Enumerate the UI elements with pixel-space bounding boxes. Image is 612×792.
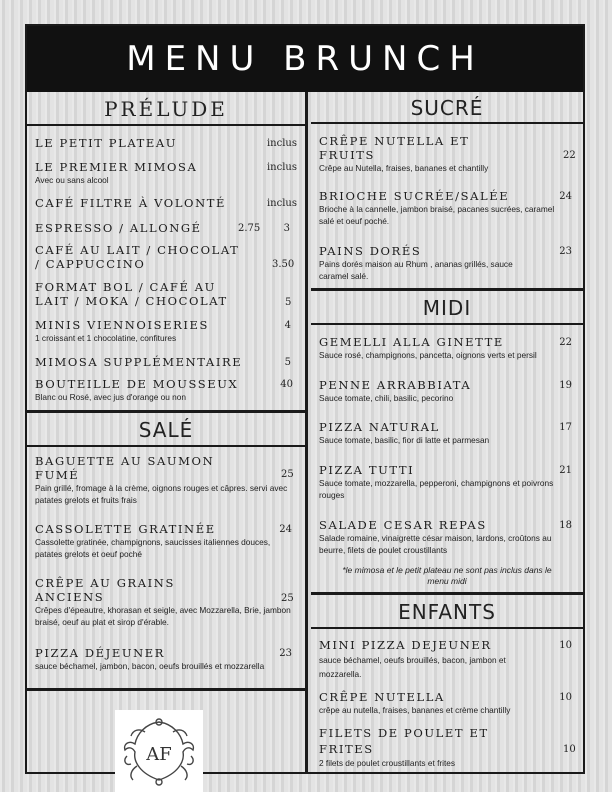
item-name: PIZZA TUTTI xyxy=(319,463,415,477)
item-price: 24 xyxy=(279,524,292,535)
menu-item xyxy=(35,243,245,271)
item-name: MINIS VIENNOISERIES xyxy=(35,318,209,332)
menu-item xyxy=(319,725,513,770)
item-price: 18 xyxy=(559,520,572,531)
menu-item xyxy=(35,196,297,210)
menu-item xyxy=(319,378,575,405)
item-price: 23 xyxy=(559,246,572,257)
item-name: PAINS DORÉS xyxy=(319,244,422,258)
item-name: BOUTEILLE DE MOUSSEUX xyxy=(35,377,239,391)
section-heading-enfants: ENFANTS xyxy=(311,595,583,629)
menu-item xyxy=(35,646,297,673)
item-description: Salade romaine, vinaigrette césar maison, lardons, croûtons au beurre, filets de poulet croustillants xyxy=(319,533,552,555)
item-description: Sauce tomate, mozzarella, pepperoni, champignons et poivrons rouges xyxy=(319,478,554,500)
item-description: sauce béchamel, jambon, bacon, oeufs brouillés et mozzarella xyxy=(35,661,265,671)
item-name: BRIOCHE SUCRÉE/SALÉE xyxy=(319,189,510,203)
item-price: 22 xyxy=(563,150,576,161)
item-price: 24 xyxy=(559,191,572,202)
ornamental-monogram-logo-icon xyxy=(115,710,203,792)
item-price: 3.50 xyxy=(272,259,295,270)
menu-item xyxy=(319,638,575,681)
item-name: SALADE CESAR REPAS xyxy=(319,518,487,532)
menu-title: MENU BRUNCH xyxy=(27,26,583,92)
menu-frame xyxy=(25,24,585,774)
item-description: Crêpe au Nutella, fraises, bananes et chantilly xyxy=(319,163,489,173)
section-heading-prelude: PRÉLUDE xyxy=(27,92,305,126)
item-name: ESPRESSO / ALLONGÉ xyxy=(35,221,202,235)
item-name: FILETS DE POULET ET FRITES xyxy=(319,726,489,756)
item-description: Avec ou sans alcool xyxy=(35,175,109,185)
item-price: 23 xyxy=(279,648,292,659)
menu-item xyxy=(319,335,575,362)
item-name: CRÊPE AU GRAINS ANCIENS xyxy=(35,576,175,604)
section-heading-sale: SALÉ xyxy=(27,413,305,447)
item-description: 1 croissant et 1 chocolatine, confitures xyxy=(35,333,177,343)
item-name: FORMAT BOL / CAFÉ AU LAIT / MOKA / CHOCOLAT xyxy=(35,280,228,308)
menu-item xyxy=(35,318,297,345)
item-name: CAFÉ FILTRE À VOLONTÉ xyxy=(35,196,227,210)
item-price: 4 xyxy=(284,320,291,331)
item-name: MINI PIZZA DEJEUNER xyxy=(319,638,492,652)
item-price: 5 xyxy=(285,297,292,308)
menu-item xyxy=(319,690,575,717)
menu-item xyxy=(319,420,575,447)
svg-text:AF: AF xyxy=(146,744,172,765)
item-description: Sauce tomate, basilic, fior di latte et parmesan xyxy=(319,435,490,445)
section-heading-midi: MIDI xyxy=(311,291,583,325)
item-description: Sauce rosé, champignons, pancetta, oignons verts et persil xyxy=(319,350,537,360)
item-price: 22 xyxy=(559,337,572,348)
item-price: inclus xyxy=(266,198,297,209)
divider xyxy=(27,688,305,691)
item-name: CRÊPE NUTELLA ET FRUITS xyxy=(319,134,470,162)
item-price: 10 xyxy=(563,744,576,755)
section-heading-sucre: SUCRÉ xyxy=(311,92,583,124)
item-price: inclus xyxy=(266,162,297,173)
item-name: BAGUETTE AU SAUMON FUMÉ xyxy=(35,454,215,482)
item-description: sauce béchamel, oeufs brouillés, bacon, jambon et mozzarella. xyxy=(319,655,506,679)
item-price: 25 xyxy=(281,469,294,480)
menu-item xyxy=(319,463,575,501)
item-name: PIZZA NATURAL xyxy=(319,420,440,434)
item-price: 40 xyxy=(280,379,293,390)
item-name: CRÊPE NUTELLA xyxy=(319,690,445,704)
item-name: CASSOLETTE GRATINÉE xyxy=(35,522,216,536)
item-description: Pain grillé, fromage à la crème, oignons rouges et câpres. servi avec patates grelots et fruits frais xyxy=(35,483,288,505)
item-price: 19 xyxy=(559,380,572,391)
menu-item xyxy=(35,522,297,560)
menu-item xyxy=(319,189,575,227)
menu-item xyxy=(35,377,297,404)
item-description: Blanc ou Rosé, avec jus d'orange ou non xyxy=(35,392,187,402)
item-description: Brioche à la cannelle, jambon braisé, pacanes sucrées, caramel salé et oeuf poché. xyxy=(319,204,555,226)
item-name: PENNE ARRABBIATA xyxy=(319,378,472,392)
left-column xyxy=(27,92,308,772)
menu-item xyxy=(35,136,297,150)
item-price: 5 xyxy=(284,357,291,368)
item-name: LE PREMIER MIMOSA xyxy=(35,160,198,174)
right-column xyxy=(311,92,583,772)
menu-item xyxy=(35,221,297,235)
item-name: MIMOSA SUPPLÉMENTAIRE xyxy=(35,355,243,369)
item-price: 21 xyxy=(559,465,572,476)
item-price: 10 xyxy=(559,640,572,651)
menu-item xyxy=(35,280,255,308)
item-price: 17 xyxy=(559,422,572,433)
menu-item xyxy=(35,355,297,369)
menu-item xyxy=(319,244,575,282)
item-name: CAFÉ AU LAIT / CHOCOLAT / CAPPUCCINO xyxy=(35,243,240,271)
item-price: 3 xyxy=(283,223,290,234)
item-description: crêpe au nutella, fraises, bananes et crème chantilly xyxy=(319,705,511,715)
item-description: Pains dorés maison au Rhum , ananas grillés, sauce caramel salé. xyxy=(319,259,513,281)
item-name: PIZZA DÉJEUNER xyxy=(35,646,166,660)
item-name: LE PETIT PLATEAU xyxy=(35,136,178,150)
item-description: Cassolette gratinée, champignons, saucisses italiennes douces, patates grelots et oeuf poché xyxy=(35,537,271,559)
item-description: 2 filets de poulet croustillants et frites xyxy=(319,758,456,768)
item-name: GEMELLI ALLA GINETTE xyxy=(319,335,504,349)
item-price: inclus xyxy=(266,138,297,149)
menu-item xyxy=(319,134,513,175)
menu-item xyxy=(319,518,575,556)
item-price: 10 xyxy=(559,692,572,703)
item-description: Sauce tomate, chili, basilic, pecorino xyxy=(319,393,454,403)
item-price-alt: 2.75 xyxy=(238,223,261,234)
restaurant-logo xyxy=(115,710,203,792)
item-description: Crêpes d'épeautre, khorasan et seigle, avec Mozzarella, Brie, jambon braisé, oeuf au plat et sirop d'érable. xyxy=(35,605,291,627)
midi-footnote: *le mimosa et le petit plateau ne sont pas inclus dans le menu midi xyxy=(342,565,552,586)
item-price: 25 xyxy=(281,593,294,604)
menu-item xyxy=(35,160,297,187)
